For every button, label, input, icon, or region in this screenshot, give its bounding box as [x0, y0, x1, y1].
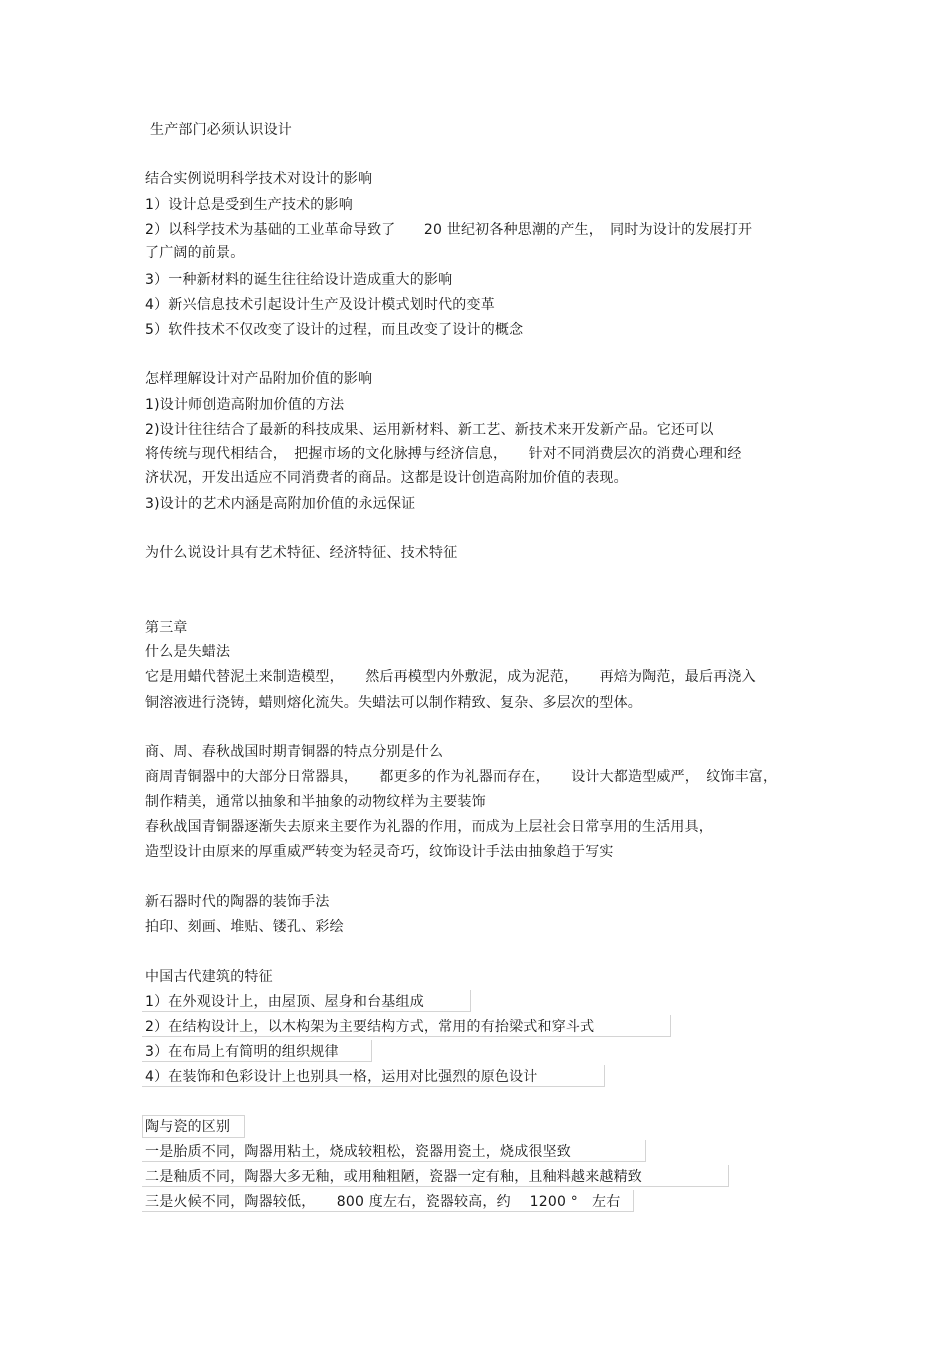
heading-design-features: 为什么说设计具有艺术特征、经济特征、技术特征	[145, 545, 458, 561]
list-item: 一是胎质不同，陶器用粘土，烧成较粗松，瓷器用瓷土，烧成很坚致	[145, 1144, 571, 1160]
heading-neolithic-pottery: 新石器时代的陶器的装饰手法	[145, 894, 330, 910]
list-item: 1）在外观设计上，由屋顶、屋身和台基组成	[145, 994, 424, 1010]
paragraph-line: 制作精美，通常以抽象和半抽象的动物纹样为主要装饰	[145, 794, 486, 810]
list-item-continuation: 济状况，开发出适应不同消费者的商品。这都是设计创造高附加价值的表现。	[145, 470, 628, 486]
list-item-continuation: 了广阔的前景。	[145, 245, 245, 261]
heading-ancient-architecture: 中国古代建筑的特征	[145, 969, 273, 985]
list-item: 3）在布局上有简明的组织规律	[145, 1044, 339, 1060]
section-title-production: 生产部门必须认识设计	[150, 122, 292, 138]
list-item: 4）在装饰和色彩设计上也别具一格，运用对比强烈的原色设计	[145, 1069, 538, 1085]
list-item: 3)设计的艺术内涵是高附加价值的永远保证	[145, 496, 416, 512]
list-item: 2）在结构设计上，以木构架为主要结构方式，常用的有抬梁式和穿斗式	[145, 1019, 595, 1035]
heading-added-value: 怎样理解设计对产品附加价值的影响	[145, 371, 373, 387]
list-item: 2）以科学技术为基础的工业革命导致了 20 世纪初各种思潮的产生， 同时为设计的发展打开	[145, 222, 753, 238]
paragraph-line: 拍印、刻画、堆贴、镂孔、彩绘	[145, 919, 344, 935]
heading-bronze-ware: 商、周、春秋战国时期青铜器的特点分别是什么	[145, 744, 444, 760]
heading-lost-wax: 什么是失蜡法	[145, 644, 231, 660]
paragraph-line: 春秋战国青铜器逐渐失去原来主要作为礼器的作用，而成为上层社会日常享用的生活用具，	[145, 819, 713, 835]
list-item: 5）软件技术不仅改变了设计的过程，而且改变了设计的概念	[145, 322, 524, 338]
paragraph-line: 它是用蜡代替泥土来制造模型， 然后再模型内外敷泥，成为泥范， 再焙为陶范，最后再浇入	[145, 669, 756, 685]
list-item: 二是釉质不同，陶器大多无釉，或用釉粗陋，瓷器一定有釉，且釉料越来越精致	[145, 1169, 642, 1185]
list-item: 3）一种新材料的诞生往往给设计造成重大的影响	[145, 272, 453, 288]
heading-pottery-porcelain: 陶与瓷的区别	[145, 1119, 231, 1135]
paragraph-line: 商周青铜器中的大部分日常器具， 都更多的作为礼器而存在， 设计大都造型威严， 纹饰丰富，	[145, 769, 778, 785]
list-item: 1）设计总是受到生产技术的影响	[145, 197, 353, 213]
chapter-heading: 第三章	[145, 620, 188, 636]
paragraph-line: 造型设计由原来的厚重威严转变为轻灵奇巧，纹饰设计手法由抽象趋于写实	[145, 844, 614, 860]
paragraph-line: 铜溶液进行浇铸，蜡则熔化流失。失蜡法可以制作精致、复杂、多层次的型体。	[145, 695, 642, 711]
list-item: 1)设计师创造高附加价值的方法	[145, 397, 345, 413]
list-item: 2)设计往往结合了最新的科技成果、运用新材料、新工艺、新技术来开发新产品。它还可以	[145, 422, 714, 438]
list-item: 4）新兴信息技术引起设计生产及设计模式划时代的变革	[145, 297, 495, 313]
list-item: 三是火候不同，陶器较低， 800 度左右，瓷器较高，约 1200 ° 左右	[145, 1194, 621, 1210]
heading-science-technology: 结合实例说明科学技术对设计的影响	[145, 171, 373, 187]
list-item-continuation: 将传统与现代相结合， 把握市场的文化脉搏与经济信息， 针对不同消费层次的消费心理和经	[145, 446, 742, 462]
